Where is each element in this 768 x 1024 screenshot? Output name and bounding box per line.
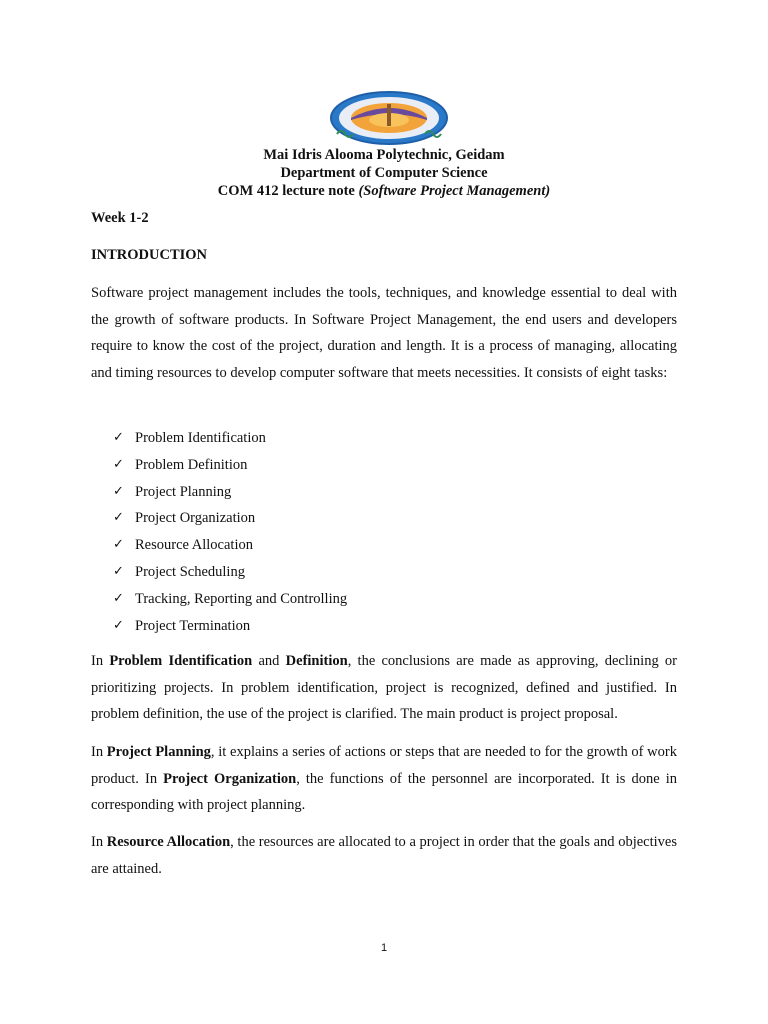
- department-name: Department of Computer Science: [280, 165, 488, 181]
- week-label: Week 1-2: [91, 210, 149, 226]
- task-label: Project Termination: [135, 617, 251, 634]
- text-run: , it explains a series of actions or steps that are needed to for the growth of work product. In: [91, 744, 677, 787]
- task-list: [113, 425, 347, 639]
- check-icon: ✓: [113, 617, 124, 633]
- page-number: 1: [380, 942, 388, 954]
- bold-term: Problem Identification: [109, 653, 253, 669]
- task-label: Project Planning: [135, 483, 232, 500]
- problem-identification-paragraph: [91, 648, 677, 728]
- text-run: , the conclusions are made as approving, declining or prioritizing projects. In problem identification, project is recognized, defined and justified. In problem definition, the use of the project is clarified. The main product is project proposal.: [91, 653, 678, 723]
- check-icon: ✓: [113, 563, 124, 579]
- text-run: , the resources are allocated to a project in order that the goals and objectives are attained.: [91, 834, 677, 877]
- intro-paragraph: Software project management includes the tools, techniques, and knowledge essential to deal with the growth of software products. In Software Project Management, the end users and developers require to know the cost of the project, duration and length. It is a process of managing, allocating and timing resources to develop computer software that meets necessities. It consists of eight tasks:: [91, 285, 677, 382]
- course-subtitle: (Software Project Management): [358, 183, 551, 199]
- course-title: [0, 182, 768, 200]
- check-icon: ✓: [113, 430, 124, 445]
- list-item: [113, 586, 347, 613]
- bold-term: Project Planning: [106, 744, 211, 760]
- check-icon: ✓: [113, 590, 124, 606]
- list-item: [113, 559, 347, 586]
- course-code: COM 412 lecture note: [217, 183, 359, 199]
- project-planning-paragraph: [91, 739, 677, 819]
- institution-seal-logo: [329, 90, 449, 146]
- list-item: [113, 452, 347, 479]
- text-run: and: [252, 653, 286, 669]
- text-run: In: [91, 744, 107, 760]
- list-item: [113, 425, 347, 452]
- task-label: Project Organization: [135, 510, 256, 527]
- bold-term: Definition: [285, 653, 348, 669]
- task-label: Resource Allocation: [135, 537, 253, 554]
- check-icon: ✓: [113, 537, 124, 553]
- task-label: Project Scheduling: [135, 563, 245, 580]
- resource-allocation-paragraph: [91, 829, 677, 882]
- document-header: [0, 146, 768, 200]
- check-icon: ✓: [113, 510, 124, 526]
- text-run: In: [91, 834, 107, 850]
- list-item: [113, 479, 347, 506]
- list-item: [113, 532, 347, 559]
- text-run: , the functions of the personnel are incorporated. It is done in corresponding with project planning.: [91, 770, 677, 814]
- list-item: [113, 505, 347, 532]
- check-icon: ✓: [113, 483, 124, 499]
- institution-name: Mai Idris Alooma Polytechnic, Geidam: [263, 147, 505, 163]
- check-icon: ✓: [113, 456, 124, 472]
- bold-term: Resource Allocation: [106, 834, 231, 850]
- section-heading: INTRODUCTION: [91, 247, 208, 263]
- list-item: [113, 613, 347, 640]
- task-label: Problem Definition: [135, 456, 248, 473]
- bold-term: Project Organization: [163, 770, 297, 787]
- task-label: Problem Identification: [135, 430, 266, 446]
- task-label: Tracking, Reporting and Controlling: [135, 590, 348, 607]
- text-run: In: [91, 653, 110, 669]
